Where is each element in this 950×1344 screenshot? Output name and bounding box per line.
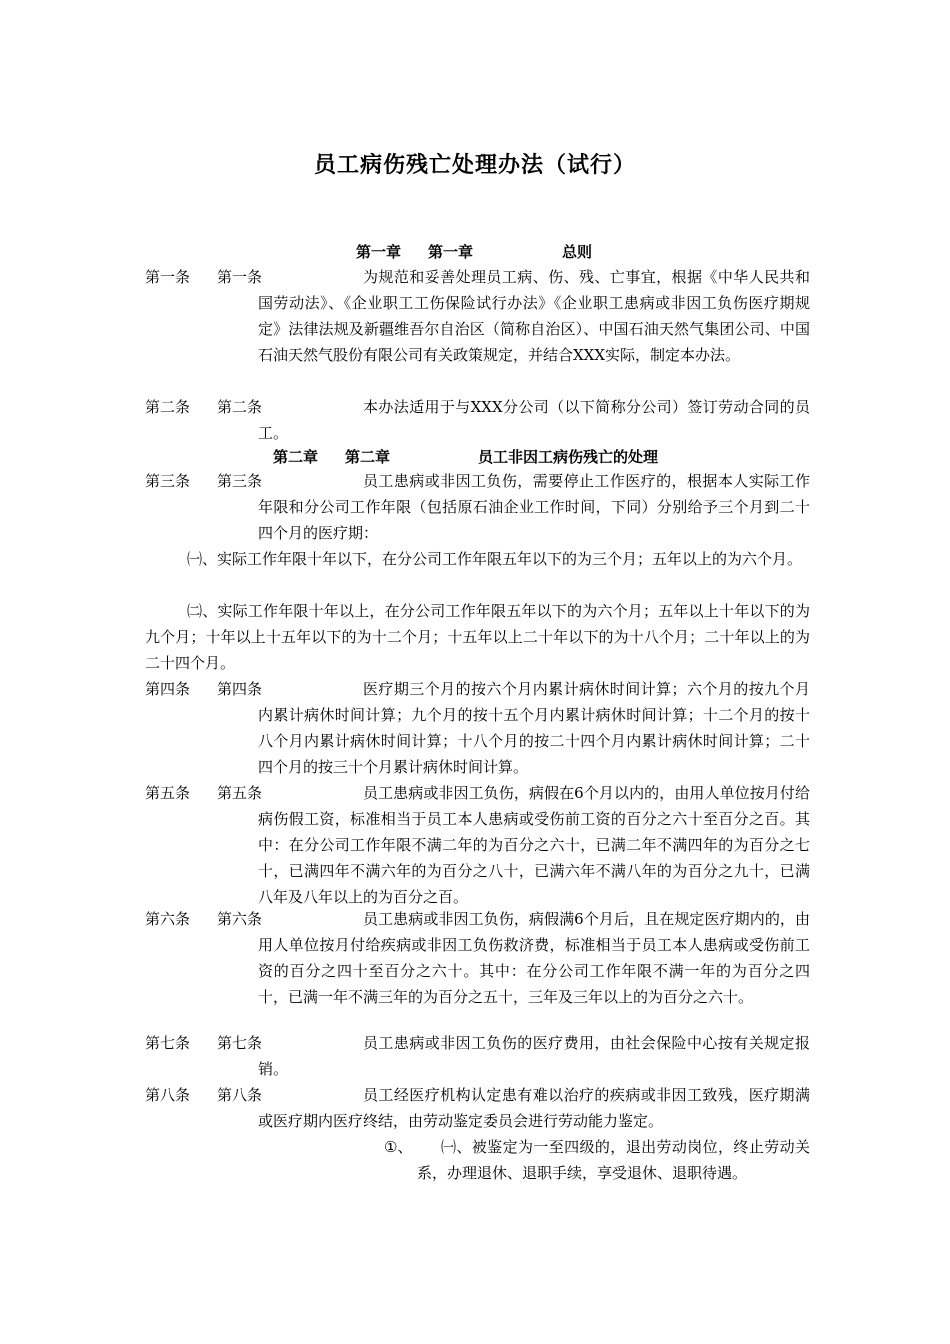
article [145, 1082, 810, 1134]
article-text: 员工患病或非因工负伤的医疗费用，由社会保险中心按有关规定报销。 [258, 1034, 810, 1078]
article-number: 第二条 [145, 398, 191, 416]
article-number: 第六条 [145, 910, 191, 928]
article-number: 第一条 [145, 268, 191, 286]
chapter-number-dup: 第一章 [428, 243, 474, 261]
chapter-title: 员工非因工病伤残亡的处理 [478, 448, 659, 466]
sub-item-text: ㈠、被鉴定为一至四级的，退出劳动岗位，终止劳动关系，办理退休、退职手续，享受退休、退职待遇。 [417, 1138, 810, 1182]
article-number: 第五条 [145, 784, 191, 802]
article-text: 为规范和妥善处理员工病、伤、残、亡事宜，根据《中华人民共和国劳动法》、《企业职工工伤保险试行办法》《企业职工患病或非因工负伤医疗期规定》法律法规及新疆维吾尔自治区（简称自治区）、中国石油天然气集团公司、中国石油天然气股份有限公司有关政策规定，并结合XXX实际，制定本办法。 [258, 268, 810, 364]
article-number-dup: 第四条 [217, 680, 263, 698]
list-item: ㈡、实际工作年限十年以上，在分公司工作年限五年以下的为六个月；五年以上十年以下的为九个月；十年以上十五年以下的为十二个月；十五年以上二十年以下的为十八个月；二十年以上的为二十四个月。 [145, 602, 810, 672]
article-number-dup: 第七条 [217, 1034, 263, 1052]
chapter-number-dup: 第二章 [345, 448, 391, 466]
article [145, 676, 810, 780]
article-number-dup: 第一条 [217, 268, 263, 286]
article [145, 264, 810, 368]
article [145, 468, 810, 546]
article-text: 员工患病或非因工负伤，需要停止工作医疗的，根据本人实际工作年限和分公司工作年限（包括原石油企业工作时间，下同）分别给予三个月到二十四个月的医疗期： [258, 472, 810, 542]
article-text: 员工经医疗机构认定患有难以治疗的疾病或非因工致残，医疗期满或医疗期内医疗终结，由劳动鉴定委员会进行劳动能力鉴定。 [258, 1086, 810, 1130]
chapter-title: 总则 [562, 243, 593, 261]
article-number: 第八条 [145, 1086, 191, 1104]
sub-item [384, 1134, 810, 1186]
chapter-number: 第一章 [356, 243, 402, 261]
article-number: 第四条 [145, 680, 191, 698]
article-text: 医疗期三个月的按六个月内累计病休时间计算；六个月的按九个月内累计病休时间计算；九个月的按十五个月内累计病休时间计算；十二个月的按十八个月内累计病休时间计算；十八个月的按二十四个月内累计病休时间计算；二十四个月的按三十个月累计病休时间计算。 [258, 680, 810, 776]
article-text: 本办法适用于与XXX分公司（以下简称分公司）签订劳动合同的员工。 [258, 398, 810, 442]
article-text: 员工患病或非因工负伤，病假在6个月以内的，由用人单位按月付给病伤假工资，标准相当于员工本人患病或受伤前工资的百分之六十至百分之百。其中：在分公司工作年限不满二年的为百分之六十，已满二年不满四年的为百分之七十，已满四年不满六年的为百分之八十，已满六年不满八年的为百分之九十，已满八年及八年以上的为百分之百。 [258, 784, 810, 906]
document-title: 员工病伤残亡处理办法（试行） [313, 152, 636, 178]
article-number-dup: 第二条 [217, 398, 263, 416]
article [145, 1030, 810, 1082]
chapter-number: 第二章 [273, 448, 319, 466]
article-number: 第七条 [145, 1034, 191, 1052]
list-item: ㈠、实际工作年限十年以下，在分公司工作年限五年以下的为三个月；五年以上的为六个月。 [187, 550, 803, 568]
article [145, 394, 810, 446]
sub-item-marker: ①、 [384, 1138, 413, 1156]
article-number-dup: 第三条 [217, 472, 263, 490]
article [145, 906, 810, 1010]
article-number-dup: 第六条 [217, 910, 263, 928]
article [145, 780, 810, 910]
article-text: 员工患病或非因工负伤，病假满6个月后，且在规定医疗期内的，由用人单位按月付给疾病或非因工负伤救济费，标准相当于员工本人患病或受伤前工资的百分之四十至百分之六十。其中：在分公司工作年限不满一年的为百分之四十，已满一年不满三年的为百分之五十，三年及三年以上的为百分之六十。 [258, 910, 810, 1006]
article-number-dup: 第五条 [217, 784, 263, 802]
article-number-dup: 第八条 [217, 1086, 263, 1104]
article-number: 第三条 [145, 472, 191, 490]
